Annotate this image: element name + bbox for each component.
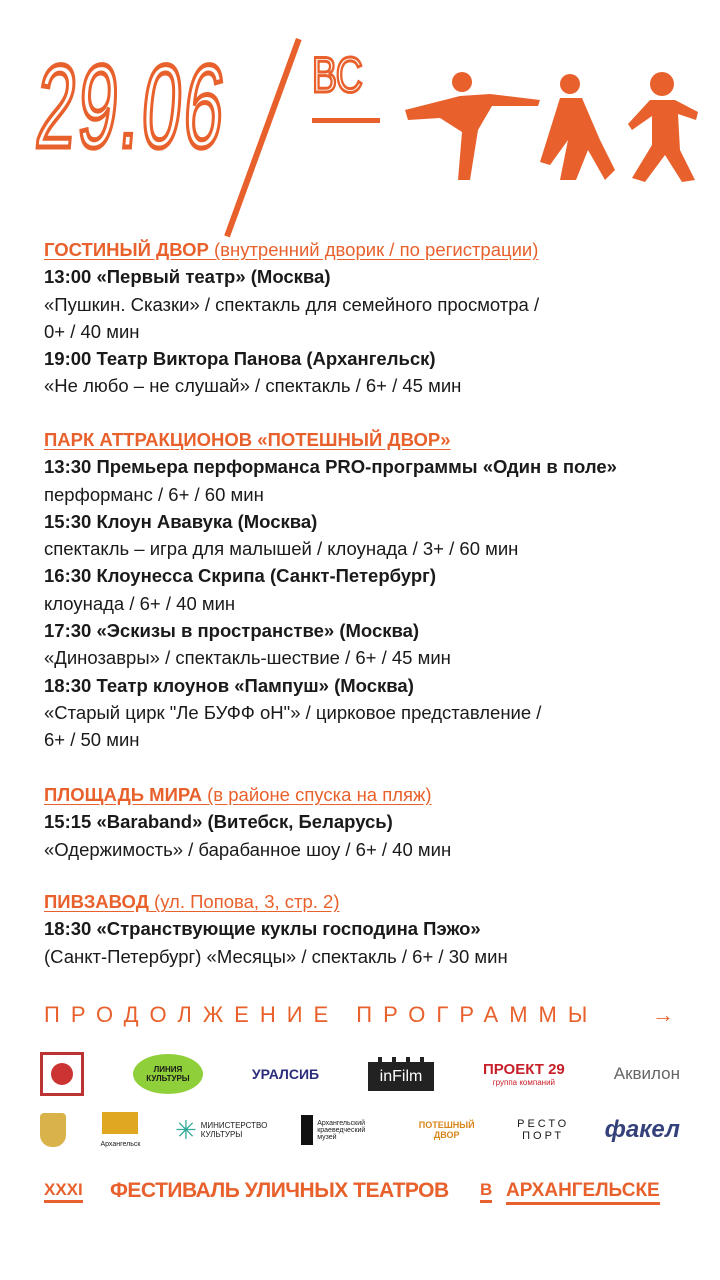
festival-prep: В xyxy=(480,1180,492,1203)
dancing-figures-icon xyxy=(400,70,700,190)
event-details: (Санкт-Петербург) «Месяцы» / спектакль / 6+ / 30 мин xyxy=(44,945,508,967)
continuation-label: ПРОДОЛЖЕНИЕ ПРОГРАММЫ xyxy=(44,1002,599,1027)
venue-title xyxy=(44,888,694,915)
festival-number: XXXI xyxy=(44,1180,83,1203)
venue-section xyxy=(44,888,694,970)
venue-note: (внутренний дворик / по регистрации) xyxy=(214,239,539,260)
venue-section xyxy=(44,236,694,400)
event-details: «Пушкин. Сказки» / спектакль для семейного просмотра / xyxy=(44,293,540,315)
sponsor-logo-uralsib: УРАЛСИБ xyxy=(251,1066,320,1082)
event-title: 13:00 «Первый театр» (Москва) xyxy=(44,266,331,288)
event-details: 0+ / 40 мин xyxy=(44,320,140,342)
venue-title xyxy=(44,781,694,808)
sponsor-logo-resto-port: РЕСТО ПОРТ xyxy=(517,1118,570,1142)
event-title: 19:00 Театр Виктора Панова (Архангельск) xyxy=(44,348,436,370)
date: 29.06 xyxy=(31,41,232,173)
venue-name: ПИВЗАВОД xyxy=(44,891,149,912)
sponsor-logo-proekt29 xyxy=(483,1061,565,1087)
event-title: 16:30 Клоунесса Скрипа (Санкт-Петербург) xyxy=(44,565,437,587)
museum-name: Архангельский краеведческий музей xyxy=(317,1119,366,1141)
coat-of-arms-icon xyxy=(40,1113,66,1147)
event-details: «Одержимость» / барабанное шоу / 6+ / 40 мин xyxy=(44,838,452,860)
ministry-name: МИНИСТЕРСТВО КУЛЬТУРЫ xyxy=(200,1121,268,1139)
museum-icon xyxy=(301,1115,313,1145)
festival-city: АРХАНГЕЛЬСКЕ xyxy=(506,1180,660,1205)
sponsor-logo-square xyxy=(40,1052,84,1096)
venue-name: ПАРК АТТРАКЦИОНОВ «ПОТЕШНЫЙ ДВОР» xyxy=(44,429,451,450)
venue-section xyxy=(44,781,694,863)
event-title: 15:30 Клоун Ававука (Москва) xyxy=(44,510,318,532)
event-title: 17:30 «Эскизы в пространстве» (Москва) xyxy=(44,620,420,642)
event-details: «Старый цирк "Ле БУФФ оН"» / цирковое представление / xyxy=(44,701,542,723)
weekday: ВС xyxy=(312,47,363,103)
sponsor-logo-ministry xyxy=(174,1114,268,1146)
event-details: «Не любо – не слушай» / спектакль / 6+ / 45 мин xyxy=(44,375,462,397)
event-title: 18:30 «Странствующие куклы господина Пэжо» xyxy=(44,918,481,940)
sponsor-logo-akvilon: Аквилон xyxy=(613,1064,680,1083)
festival-name: ФЕСТИВАЛЬ УЛИЧНЫХ ТЕАТРОВ xyxy=(110,1179,449,1202)
venue-title xyxy=(44,236,694,263)
sponsor-logo-infilm: inFilm xyxy=(368,1057,434,1091)
event-details: спектакль – игра для малышей / клоунада / 3+ / 60 мин xyxy=(44,538,519,560)
poster-header xyxy=(0,30,720,220)
weekday-underline xyxy=(312,118,380,123)
venue-note: (в районе спуска на пляж) xyxy=(207,784,432,805)
event-details: 6+ / 50 мин xyxy=(44,729,140,751)
star-burst-icon: ✳ xyxy=(174,1114,197,1145)
venue-section xyxy=(44,426,694,754)
sponsor-row-2 xyxy=(40,1110,680,1150)
sponsor-logo-arkhangelsk: Архангельск xyxy=(102,1112,138,1148)
event-details: клоунада / 6+ / 40 мин xyxy=(44,592,236,614)
proekt29-name: ПРОЕКТ 29 xyxy=(482,1061,565,1078)
festival-title xyxy=(44,1168,680,1228)
venue-name: ГОСТИНЫЙ ДВОР xyxy=(44,239,209,260)
event-title: 15:15 «Baraband» (Витебск, Беларусь) xyxy=(44,811,393,833)
venue-title xyxy=(44,426,694,453)
venue-note: (ул. Попова, 3, стр. 2) xyxy=(154,891,340,912)
venue-name: ПЛОЩАДЬ МИРА xyxy=(44,784,202,805)
sponsor-row-1 xyxy=(40,1052,680,1096)
event-title: 18:30 Театр клоунов «Пампуш» (Москва) xyxy=(44,674,414,696)
sponsor-logo-liniya-kultury: ЛИНИЯ КУЛЬТУРЫ xyxy=(133,1054,203,1094)
continuation-link[interactable] xyxy=(44,1000,674,1030)
proekt29-sub: группа компаний xyxy=(492,1078,556,1087)
slash-divider xyxy=(224,38,301,237)
arrow-right-icon: → xyxy=(652,1002,674,1027)
sponsor-logo-poteshny-dvor: ПОТЕШНЫЙ ДВОР xyxy=(418,1120,475,1140)
event-title: 13:30 Премьера перформанса PRO-программы «Один в поле» xyxy=(44,456,617,478)
sponsor-logo-museum xyxy=(301,1115,375,1145)
event-details: перформанс / 6+ / 60 мин xyxy=(44,483,264,505)
sponsor-logo-fakel: факел xyxy=(604,1116,680,1143)
event-details: «Динозавры» / спектакль-шествие / 6+ / 45 мин xyxy=(44,647,451,669)
